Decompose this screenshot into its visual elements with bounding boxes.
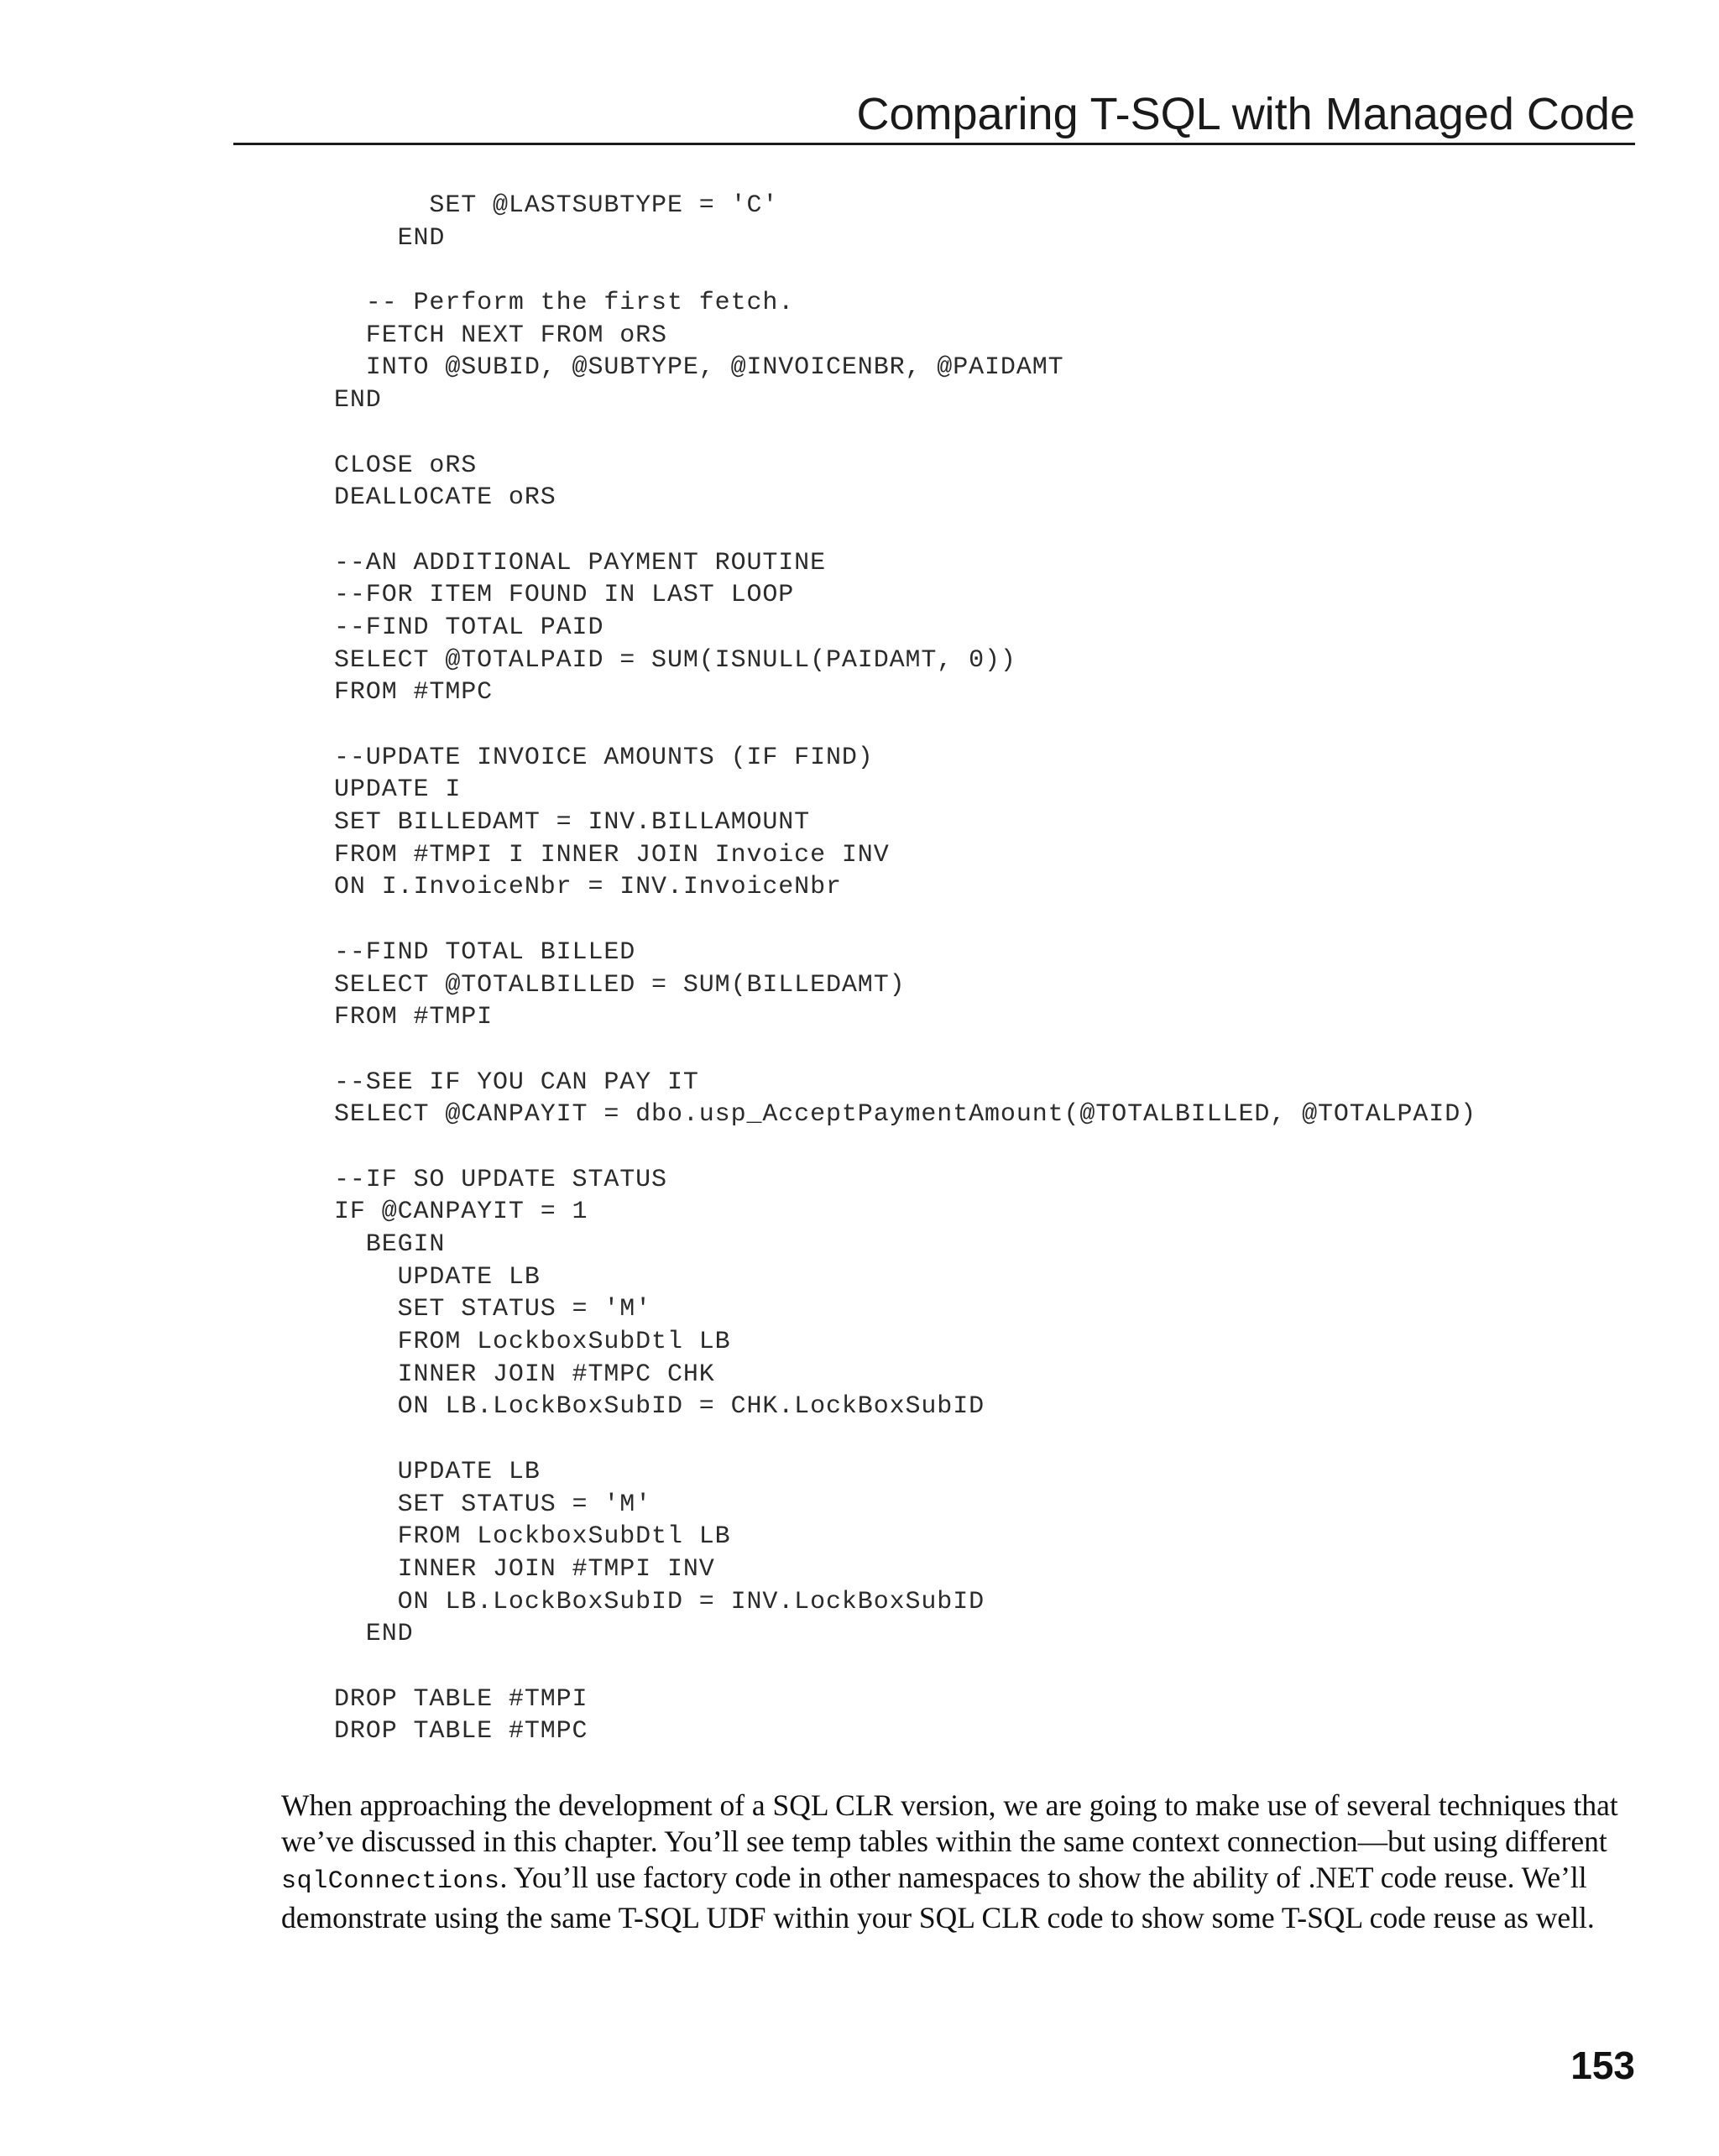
code-line	[334, 1651, 1476, 1684]
code-line: ON LB.LockBoxSubID = CHK.LockBoxSubID	[334, 1392, 985, 1422]
page-title: Comparing T-SQL with Managed Code	[856, 89, 1635, 139]
code-line: INNER JOIN #TMPC CHK	[334, 1360, 715, 1389]
code-line	[334, 904, 1476, 937]
code-line: SET STATUS = 'M'	[334, 1295, 652, 1324]
code-line: UPDATE LB	[334, 1457, 541, 1486]
code-line: FROM #TMPI I INNER JOIN Invoice INV	[334, 840, 890, 869]
code-line: --IF SO UPDATE STATUS	[334, 1165, 667, 1194]
code-line	[334, 417, 1476, 450]
code-line: CLOSE oRS	[334, 451, 478, 480]
code-line: FROM LockboxSubDtl LB	[334, 1328, 731, 1357]
code-line: SELECT @CANPAYIT = dbo.usp_AcceptPaymentAmount(@TOTALBILLED, @TOTALPAID)	[334, 1100, 1477, 1130]
inline-code: sqlConnections	[281, 1867, 500, 1896]
code-line	[334, 1131, 1476, 1164]
code-listing	[334, 190, 1476, 1748]
paragraph-text: . You’ll use factory code in other namespaces to show the ability of .NET code reuse. We’ll demonstrate using the same T-SQL UDF within your SQL CLR code to show some T-SQL code reuse as well.	[281, 1861, 1595, 1934]
code-line: --FIND TOTAL BILLED	[334, 937, 636, 967]
code-line	[334, 514, 1476, 547]
code-line: ON I.InvoiceNbr = INV.InvoiceNbr	[334, 873, 842, 902]
code-line: --SEE IF YOU CAN PAY IT	[334, 1068, 699, 1097]
code-line: SET @LASTSUBTYPE = 'C'	[334, 191, 779, 220]
code-line: --FIND TOTAL PAID	[334, 613, 604, 642]
paragraph-text: When approaching the development of a SQL CLR version, we are going to make use of several techniques that we’ve discussed in this chapter. You’ll see temp tables within the same context connection—but using different	[281, 1788, 1618, 1858]
code-line: FROM LockboxSubDtl LB	[334, 1522, 731, 1552]
code-line: DEALLOCATE oRS	[334, 483, 556, 513]
code-line: IF @CANPAYIT = 1	[334, 1198, 588, 1227]
code-line: SELECT @TOTALPAID = SUM(ISNULL(PAIDAMT, 0))	[334, 645, 1016, 675]
code-line: SELECT @TOTALBILLED = SUM(BILLEDAMT)	[334, 970, 906, 1000]
page-number: 153	[1570, 2044, 1635, 2087]
code-line: END	[334, 223, 446, 253]
code-line: END	[334, 1620, 414, 1649]
code-line: END	[334, 386, 382, 415]
code-line	[334, 709, 1476, 742]
code-line: SET BILLEDAMT = INV.BILLAMOUNT	[334, 808, 811, 838]
code-line: UPDATE LB	[334, 1262, 541, 1292]
code-line: --UPDATE INVOICE AMOUNTS (IF FIND)	[334, 743, 874, 772]
code-line: INNER JOIN #TMPI INV	[334, 1554, 715, 1584]
code-line: INTO @SUBID, @SUBTYPE, @INVOICENBR, @PAIDAMT	[334, 353, 1064, 383]
code-line: FROM #TMPC	[334, 678, 494, 707]
code-line: --AN ADDITIONAL PAYMENT ROUTINE	[334, 548, 826, 577]
code-line: FETCH NEXT FROM oRS	[334, 321, 667, 350]
code-line: ON LB.LockBoxSubID = INV.LockBoxSubID	[334, 1587, 985, 1616]
code-line: BEGIN	[334, 1230, 446, 1259]
code-line: --FOR ITEM FOUND IN LAST LOOP	[334, 581, 795, 610]
body-paragraph	[281, 1788, 1641, 1936]
code-line: FROM #TMPI	[334, 1003, 494, 1032]
code-line	[334, 1034, 1476, 1067]
running-header	[233, 84, 1635, 145]
code-line: -- Perform the first fetch.	[334, 289, 795, 318]
code-line: SET STATUS = 'M'	[334, 1490, 652, 1519]
code-line	[334, 254, 1476, 287]
code-line: DROP TABLE #TMPI	[334, 1684, 588, 1714]
code-line: UPDATE I	[334, 775, 462, 805]
code-line: DROP TABLE #TMPC	[334, 1717, 588, 1746]
code-line	[334, 1423, 1476, 1456]
